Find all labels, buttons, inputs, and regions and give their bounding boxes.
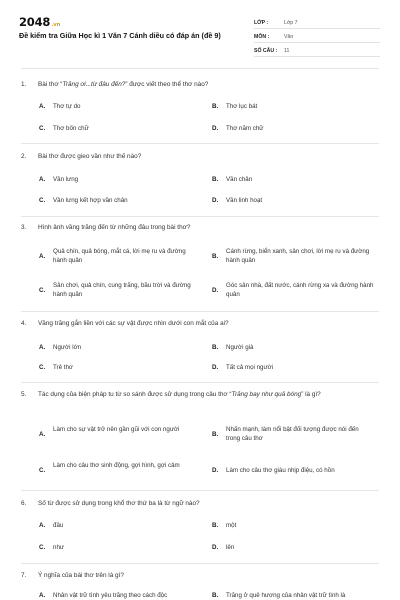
meta-value: 11 xyxy=(284,48,290,54)
meta-row-subject xyxy=(254,31,380,43)
meta-row-class xyxy=(254,17,380,29)
question-text: Bài thơ “Trăng ơi...từ đâu đến?” được viết theo thể thơ nào? xyxy=(38,81,209,88)
question-number: 7. xyxy=(21,572,27,579)
meta-value: Lớp 7 xyxy=(284,20,298,26)
logo-text: 2048 xyxy=(19,15,51,29)
meta-row-question-count xyxy=(254,45,380,57)
question-number: 5. xyxy=(21,391,27,398)
question-number: 1. xyxy=(21,81,27,88)
meta-key: SỐ CÂU : xyxy=(254,48,278,54)
exam-title: Đề kiểm tra Giữa Học kì 1 Văn 7 Cánh diều có đáp án (đề 9) xyxy=(19,31,221,40)
header-divider xyxy=(21,68,379,69)
meta-key: LỚP : xyxy=(254,20,269,26)
question-divider xyxy=(21,143,379,144)
site-logo[interactable] xyxy=(19,15,60,29)
logo-extension: .vn xyxy=(51,22,61,28)
question-text: Hình ảnh vầng trăng đến từ những đâu trong bài thơ? xyxy=(38,224,191,231)
question-divider xyxy=(21,490,379,491)
question-divider xyxy=(21,563,379,564)
question-text: Vầng trăng gắn liền với các sự vật được nhìn dưới con mắt của ai? xyxy=(38,320,229,327)
question-divider xyxy=(21,216,379,217)
question-divider xyxy=(21,382,379,383)
question-divider xyxy=(21,311,379,312)
question-text: Ý nghĩa của bài thơ trên là gì? xyxy=(38,572,124,579)
question-text: Tác dụng của biện pháp tu từ so sánh được sử dụng trong câu thơ “Trăng bay như quả bóng” là gì? xyxy=(38,391,321,398)
meta-value: Văn xyxy=(284,34,294,40)
question-text: Bài thơ được gieo vần như thế nào? xyxy=(38,153,142,160)
question-number: 2. xyxy=(21,153,27,160)
question-number: 3. xyxy=(21,224,27,231)
question-text: Số từ được sử dụng trong khổ thơ thứ ba là từ ngữ nào? xyxy=(38,500,200,507)
question-number: 4. xyxy=(21,320,27,327)
exam-page: 2048.vn Đề kiểm tra Giữa Học kì 1 Văn 7 Cánh diều có đáp án (đề 9) LỚP : Lớp 7 MÔN : Văn SỐ CÂU : 11 1. Bài thơ “Trăng ơi...từ đâu đến?” được viết theo thể thơ nào? A. Thơ tự do B. Thơ lục bát C. Thơ bốn chữ D. Thơ năm chữ 2. Bài thơ được gieo vần như thế nào? A. Vần lưng B. Vần chân C. Vần lưng kết hợp vần chân D. Vần linh hoạt 3. Hình ảnh vầng trăng đến từ những đâu trong bài thơ? A. Quả chín, quả bóng, mắt cá, lời mẹ ru và đường hành quân B. Cánh rừng, biển xanh, sân chơi, lời mẹ ru và đường hành quân C. Sân chơi, quả chín, cung trăng, bầu trời và đường hành quân D. Góc sân nhà, đất nước, cánh rừng xa và đường hành quân 4. Vầng trăng gắn liền với các sự vật được nhìn dưới con mắt của ai? A. Người lớn B. Người già C. Trẻ thơ D. Tất cả mọi người 5. Tác dụng của biện pháp tu từ so sánh được sử dụng trong câu thơ “Trăng bay như quả bóng” là gì? A. Làm cho sự vật trở nên gần gũi với con người B. Nhấn mạnh, làm nổi bật đối tượng được nói đến trong câu thơ C. Làm cho câu thơ sinh động, gợi hình, gợi cảm D. Làm cho câu thơ giàu nhịp điệu, có hồn 6. Số từ được sử dụng trong khổ thơ thứ ba là từ ngữ nào? A. đâu B. một C. như D. lên 7. Ý nghĩa của bài thơ trên là gì? A. Nhân vật trữ tình yêu trăng theo cách độc B. Trăng ở quê hương của nhân vật trữ tình là xyxy=(0,0,400,600)
question-number: 6. xyxy=(21,500,27,507)
meta-key: MÔN : xyxy=(254,34,270,40)
